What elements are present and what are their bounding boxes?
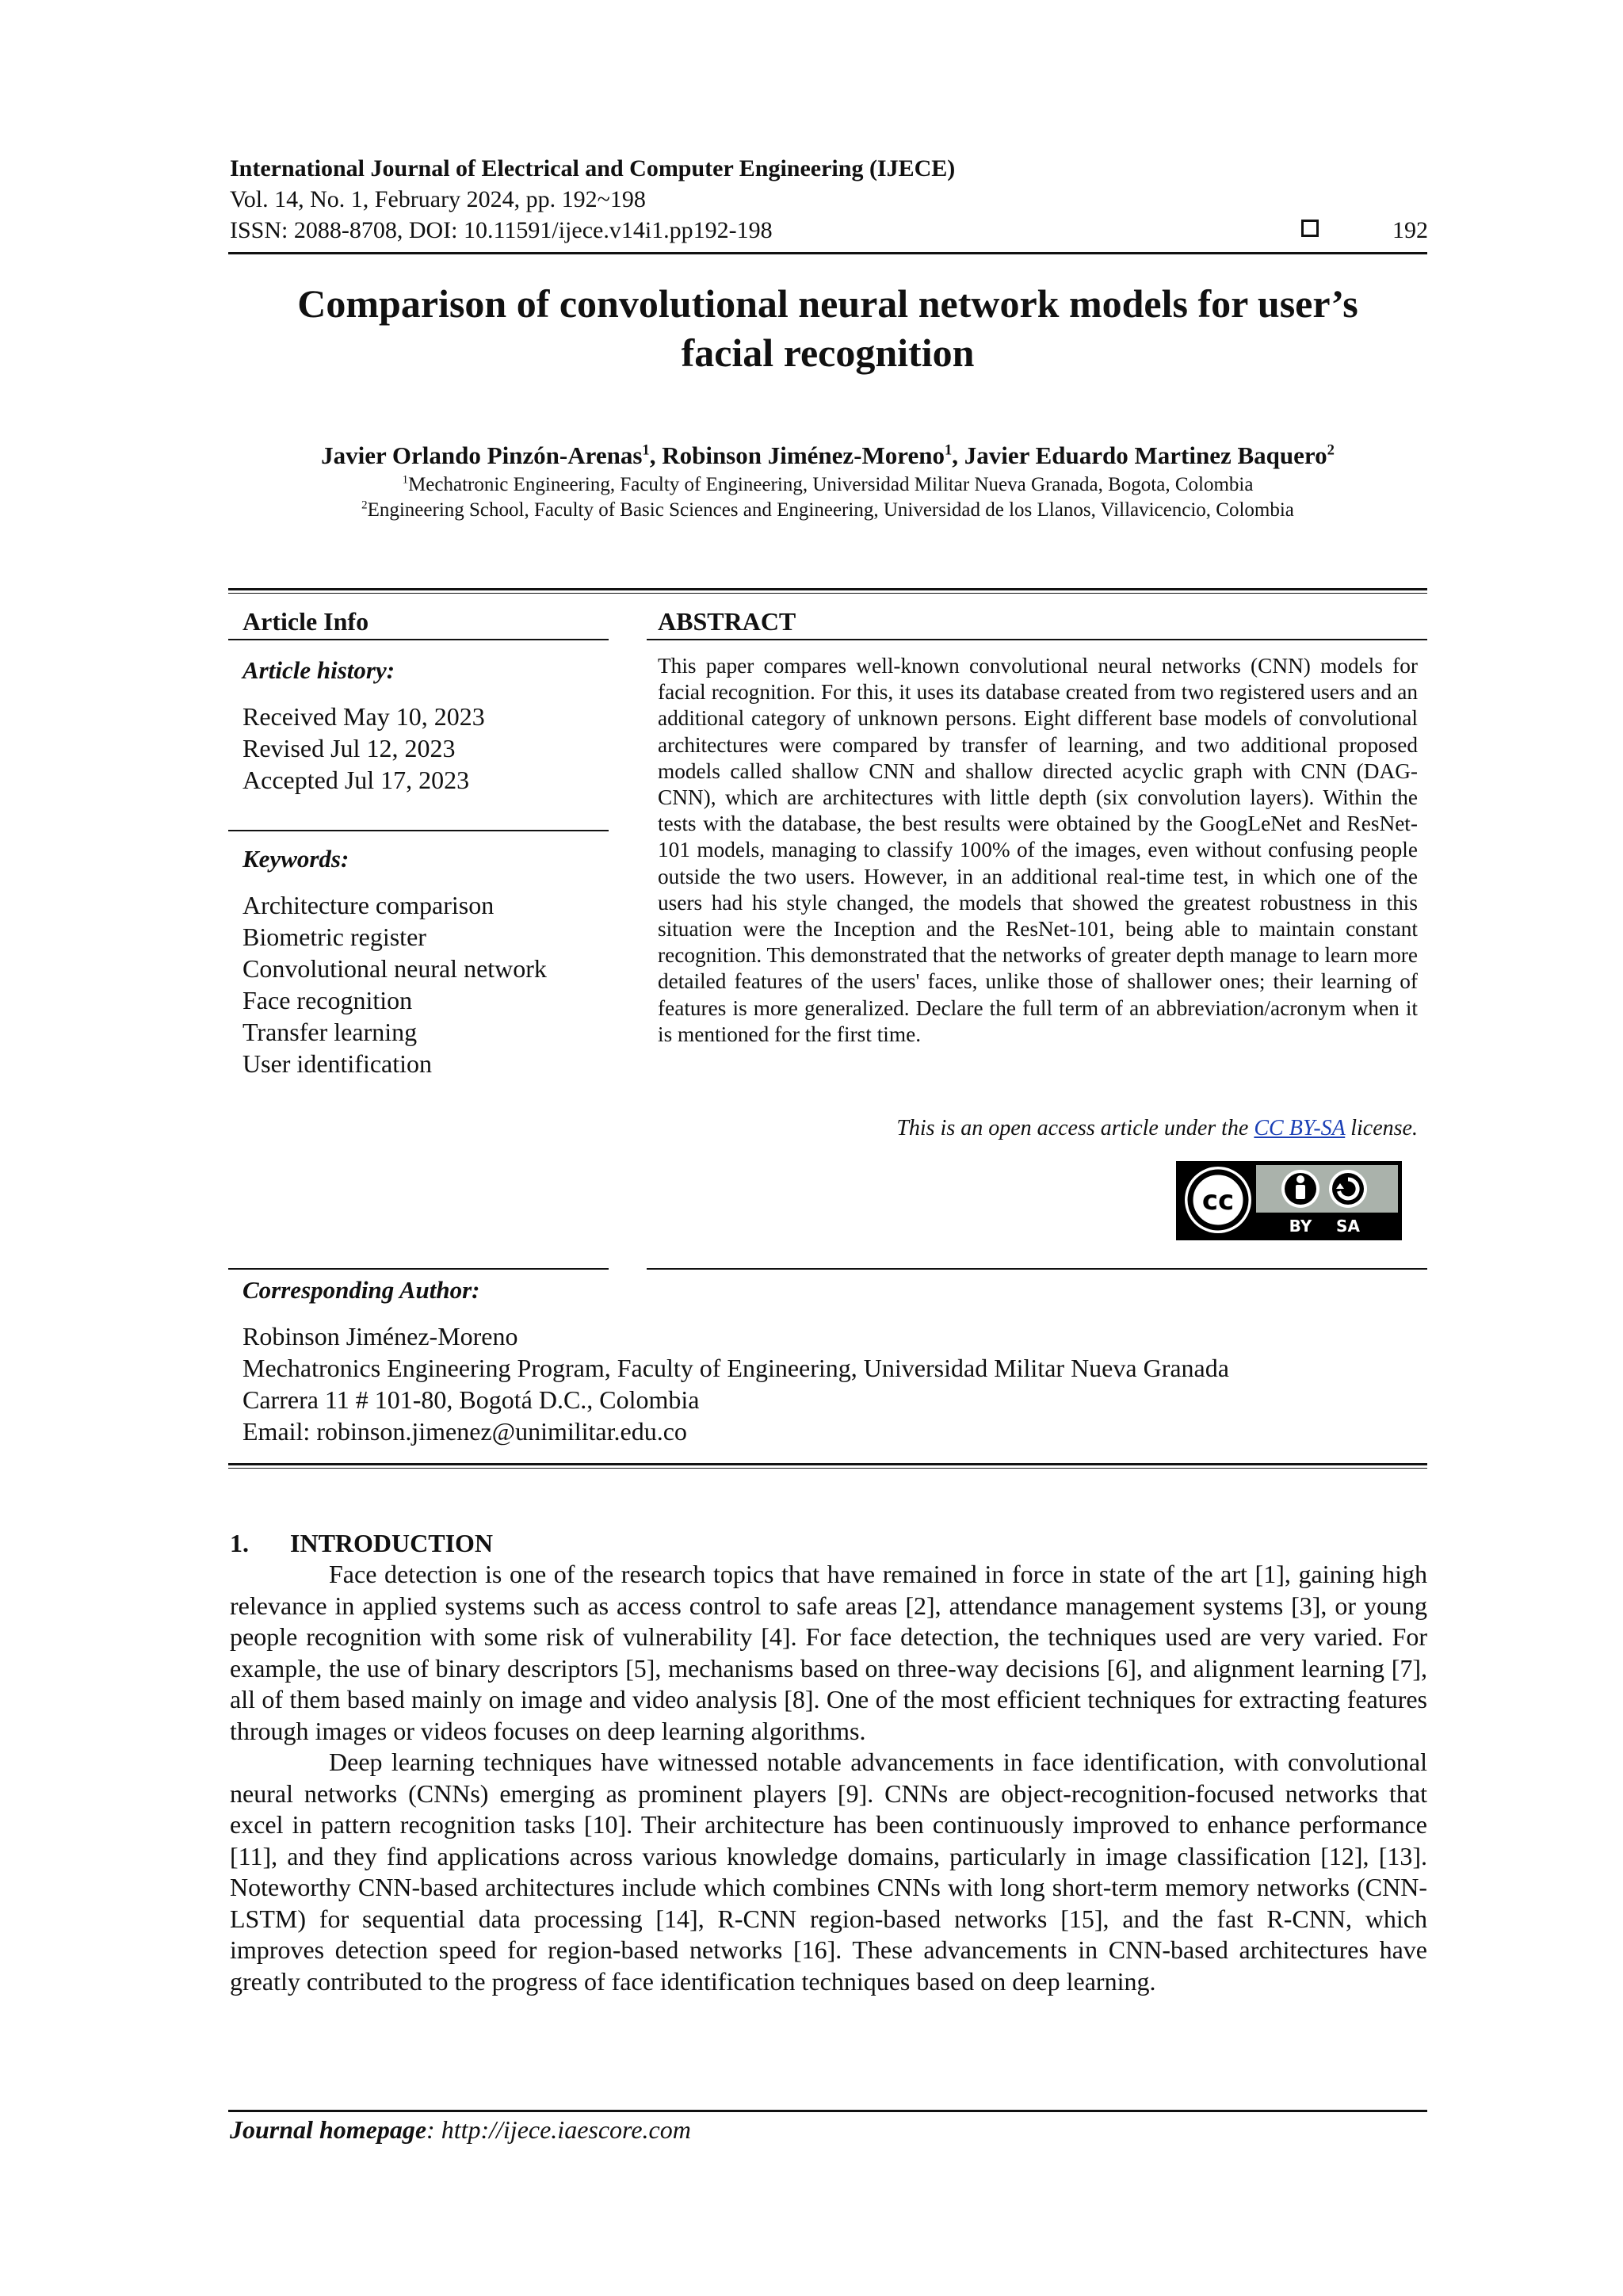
introduction-body <box>230 1559 1427 1997</box>
info-bottom-rule-right <box>647 1268 1427 1270</box>
affiliation-mark: 1 <box>402 473 409 487</box>
journal-name: International Journal of Electrical and Computer Engineering (IJECE) <box>230 155 956 181</box>
article-history-list <box>242 701 485 796</box>
corresponding-author-address: Carrera 11 # 101-80, Bogotá D.C., Colombia <box>242 1385 700 1414</box>
corresponding-author-block <box>242 1320 1229 1447</box>
author-name: Javier Orlando Pinzón-Arenas <box>321 441 643 469</box>
header-rule <box>228 252 1427 254</box>
open-access-suffix: license. <box>1345 1116 1418 1140</box>
affiliation-text: Mechatronic Engineering, Faculty of Engineering, Universidad Militar Nueva Granada, Bogota, Colombia <box>408 474 1254 495</box>
corresponding-author-email: Email: robinson.jimenez@unimilitar.edu.co <box>242 1417 687 1446</box>
info-bottom-rule-left <box>228 1268 609 1270</box>
page-number: 192 <box>1392 217 1428 243</box>
history-item: Accepted Jul 17, 2023 <box>242 766 470 794</box>
keywords-heading: Keywords: <box>242 845 349 873</box>
footer-rule <box>228 2110 1427 2112</box>
keyword-item: Convolutional neural network <box>242 954 547 983</box>
article-info-heading: Article Info <box>242 607 369 636</box>
affiliation-text: Engineering School, Faculty of Basic Sciences and Engineering, Universidad de los Llanos, Villavicencio, Colombia <box>367 499 1294 521</box>
keyword-item: Transfer learning <box>242 1018 418 1046</box>
corresponding-author-department: Mechatronics Engineering Program, Faculty of Engineering, Universidad Militar Nueva Granada <box>242 1354 1229 1382</box>
section-title: INTRODUCTION <box>290 1529 494 1557</box>
history-rule <box>228 830 609 831</box>
section-heading-introduction <box>230 1527 493 1559</box>
history-item: Received May 10, 2023 <box>242 702 485 731</box>
affiliation <box>228 498 1427 523</box>
affiliation-mark: 2 <box>361 499 368 512</box>
homepage-label: Journal homepage <box>230 2115 427 2144</box>
square-bullet-icon <box>1301 220 1319 237</box>
cc-by-sa-logo-icon <box>1178 1163 1400 1238</box>
abstract-rule <box>647 639 1427 640</box>
corresponding-author-heading: Corresponding Author: <box>242 1276 480 1304</box>
author-separator: , <box>952 441 964 469</box>
author-affiliation-mark: 2 <box>1327 441 1335 459</box>
journal-homepage: Journal homepage: http://ijece.iaescore.com <box>230 2115 691 2144</box>
paper-title-line-1: Comparison of convolutional neural network models for user’s <box>297 281 1358 326</box>
article-history-heading: Article history: <box>242 656 395 684</box>
license-link[interactable]: CC BY-SA <box>1254 1116 1346 1140</box>
author-name: Robinson Jiménez-Moreno <box>662 441 945 469</box>
abstract-text: This paper compares well-known convolutional neural networks (CNN) models for facial recognition. For this, it uses its database created from two registered users and an additional category of unknown persons. Eight different base models of convolutional architectures were compared by transfer of learning, and two additional proposed models called shallow CNN and shallow directed acyclic graph with CNN (DAG-CNN), which are architectures with little depth (six convolution layers). Within the tests with the database, the best results were obtained by the GoogLeNet and ResNet-101 models, managing to classify 100% of the images, even without confusing people outside the two users. However, in an additional real-time test, in which one of the users had his style changed, the models that showed the greatest robustness in this situation were the Inception and the ResNet-101, being able to maintain constant recognition. This demonstrated that the networks of greater depth manage to learn more detailed features of the users' faces, unlike those of shallower ones; their learning of features is more generalized. Declare the full term of an abbreviation/acronym when it is mentioned for the first time. <box>658 654 1418 1046</box>
journal-volume: Vol. 14, No. 1, February 2024, pp. 192~198 <box>230 186 646 212</box>
paragraph: Deep learning techniques have witnessed notable advancements in face identification, with convolutional neural networks (CNNs) emerging as prominent players [9]. CNNs are object-recognition-focused networks that excel in pattern recognition tasks [10]. Their architecture has been continuously improved to enhance performance [11], and they find applications across various knowledge domains, particularly in image classification [12], [13]. Noteworthy CNN-based architectures include which combines CNNs with long short-term memory networks (CNN-LSTM) for sequential data processing [14], R-CNN region-based networks [15], and the fast R-CNN, which improves detection speed for region-based networks [16]. These advancements in CNN-based architectures have greatly contributed to the progress of face identification techniques based on deep learning. <box>230 1748 1427 1996</box>
keywords-list <box>242 889 547 1079</box>
corresponding-author-name: Robinson Jiménez-Moreno <box>242 1322 518 1350</box>
homepage-url[interactable]: http://ijece.iaescore.com <box>441 2115 691 2144</box>
author-affiliation-mark: 1 <box>944 441 953 459</box>
corresponding-bottom-rule <box>228 1463 1427 1465</box>
cc-by-sa-badge[interactable] <box>1176 1161 1402 1240</box>
corresponding-bottom-rule-thin <box>228 1468 1427 1469</box>
author-affiliation-mark: 1 <box>642 441 650 459</box>
keyword-item: User identification <box>242 1049 433 1078</box>
keyword-item: Biometric register <box>242 923 426 951</box>
abstract-heading: ABSTRACT <box>658 607 796 636</box>
affiliation <box>228 472 1427 498</box>
section-number: 1. <box>230 1529 249 1557</box>
info-top-rule <box>228 588 1427 590</box>
paragraph: Face detection is one of the research topics that have remained in force in state of the art [1], gaining high relevance in applied systems such as access control to safe areas [2], attendance management systems [3], or young people recognition with some risk of vulnerability [4]. For face detection, the techniques used are very varied. For example, the use of binary descriptors [5], mechanisms based on three-way decisions [6], and alignment learning [7], all of them based mainly on image and video analysis [8]. One of the most efficient techniques for extracting features through images or videos focuses on deep learning algorithms. <box>230 1560 1427 1745</box>
sa-mark: SA <box>1336 1217 1360 1236</box>
author-separator: , <box>649 441 663 469</box>
paper-title <box>228 279 1427 377</box>
keyword-item: Architecture comparison <box>242 891 495 919</box>
info-top-rule-thin <box>228 593 1427 594</box>
open-access-prefix: This is an open access article under the <box>896 1116 1254 1140</box>
author-list <box>228 441 1427 471</box>
cc-mark: cc <box>1201 1185 1235 1217</box>
keyword-item: Face recognition <box>242 986 413 1014</box>
author-name: Javier Eduardo Martinez Baquero <box>964 441 1327 469</box>
history-item: Revised Jul 12, 2023 <box>242 734 456 762</box>
by-mark: BY <box>1289 1217 1312 1236</box>
paper-title-line-2: facial recognition <box>681 330 975 375</box>
journal-issn-doi: ISSN: 2088-8708, DOI: 10.11591/ijece.v14i1.pp192-198 <box>230 217 773 243</box>
article-info-rule <box>228 639 609 640</box>
open-access-notice <box>896 1114 1418 1143</box>
